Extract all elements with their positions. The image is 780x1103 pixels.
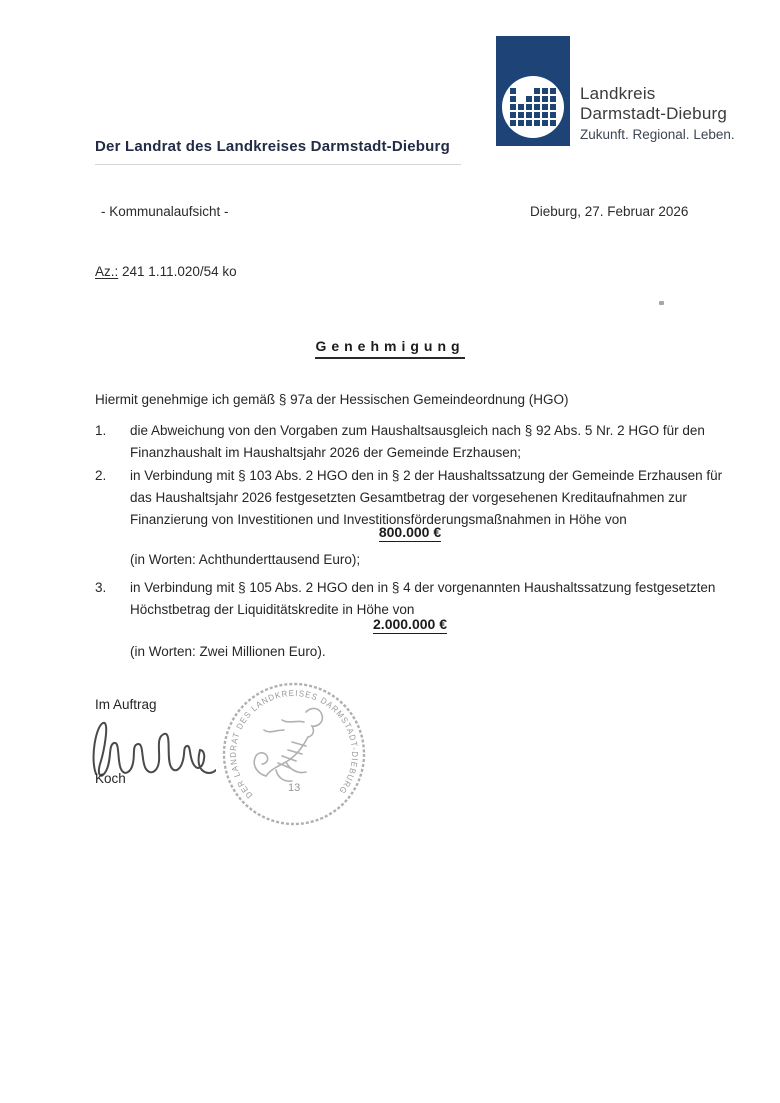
- department-label: - Kommunalaufsicht -: [101, 204, 229, 219]
- scan-artifact-dot: [659, 301, 664, 305]
- amount-in-words: (in Worten: Achthunderttausend Euro);: [130, 552, 361, 567]
- item-text: in Verbindung mit § 105 Abs. 2 HGO den in § 4 der vorgenannten Haushaltssatzung festgesetzten Höchstbetrag der Liquiditätskredite in Höhe von: [130, 580, 716, 617]
- logo-name-line2: Darmstadt-Dieburg: [580, 104, 728, 123]
- reference-value: 241 1.11.020/54 ko: [122, 264, 237, 279]
- stamp-number: 13: [288, 782, 301, 794]
- item-number: 2.: [95, 468, 107, 483]
- amount-value: 800.000 €: [378, 524, 442, 540]
- signer-name: Koch: [95, 771, 126, 786]
- reference-line: [95, 264, 237, 279]
- intro-paragraph: Hiermit genehmige ich gemäß § 97a der Hessischen Gemeindeordnung (HGO): [95, 392, 569, 407]
- amount-value: 2.000.000 €: [373, 616, 447, 632]
- official-seal-stamp: [218, 678, 370, 830]
- list-item: [95, 577, 727, 621]
- reference-label: Az.:: [95, 264, 119, 279]
- logo-mark-icon: [496, 36, 570, 146]
- item-text: in Verbindung mit § 103 Abs. 2 HGO den in § 2 der Haushaltssatzung der Gemeinde Erzhausen für das Haushaltsjahr 2026 festgesetzten Gesamtbetrag der vorgesehenen Kreditaufnahmen zur Finanzierung von Investitionen und Investitionsförderungsmaßnahmen in Höhe von: [130, 468, 723, 527]
- item-text: die Abweichung von den Vorgaben zum Haushaltsausgleich nach § 92 Abs. 5 Nr. 2 HGO für den Finanzhaushalt im Haushaltsjahr 2026 der Gemeinde Erzhausen;: [130, 423, 705, 460]
- list-item: [95, 465, 727, 531]
- per-procura-label: Im Auftrag: [95, 697, 157, 712]
- stamp-ring-text: DER LANDRAT DES LANDKREISES DARMSTADT-DIEBURG: [227, 687, 361, 801]
- document-title: Genehmigung: [0, 338, 780, 356]
- logo-tagline: Zukunft. Regional. Leben.: [580, 127, 735, 142]
- item-number: 3.: [95, 580, 107, 595]
- landkreis-logo-mark: [496, 36, 570, 146]
- sender-title: Der Landrat des Landkreises Darmstadt-Dieburg: [95, 138, 461, 165]
- hessian-lion-icon: [254, 708, 322, 781]
- amount-in-words: (in Worten: Zwei Millionen Euro).: [130, 644, 326, 659]
- logo-wordmark: [580, 84, 735, 145]
- place-date: Dieburg, 27. Februar 2026: [530, 204, 689, 219]
- logo-name-line1: Landkreis: [580, 84, 656, 103]
- item-number: 1.: [95, 423, 107, 438]
- list-item: [95, 420, 727, 464]
